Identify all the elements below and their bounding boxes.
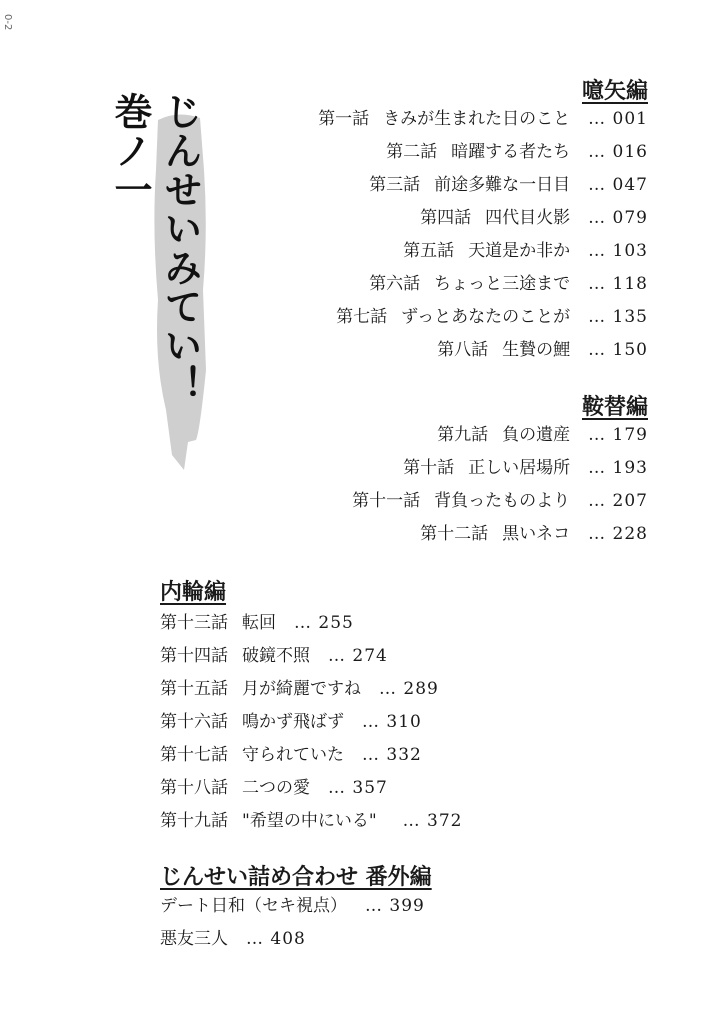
list-item[interactable]: [352, 419, 648, 452]
chapter-title: 前途多難な一日目: [434, 175, 571, 195]
chapter-title: きみが生まれた日のこと: [383, 109, 571, 129]
chapter-label: 第十五話: [160, 679, 228, 699]
chapter-page: … 310: [362, 712, 422, 732]
chapter-label: 第十四話: [160, 646, 228, 666]
chapter-title: 暗躍する者たち: [451, 142, 571, 162]
chapter-label: 第四話: [420, 208, 472, 228]
chapter-title: 背負ったものより: [434, 491, 571, 511]
chapter-label: 第十九話: [160, 811, 228, 831]
list-item[interactable]: [160, 890, 425, 923]
list-item[interactable]: [318, 103, 648, 136]
chapter-list-3: [160, 607, 463, 838]
chapter-label: 第十六話: [160, 712, 228, 732]
section-heading-4: じんせい詰め合わせ 番外編: [160, 864, 432, 890]
chapter-title: 正しい居場所: [468, 458, 571, 478]
list-item[interactable]: [160, 607, 463, 640]
chapter-list-4: [160, 890, 425, 956]
chapter-title: 鳴かず飛ばず: [242, 712, 344, 732]
list-item[interactable]: [160, 923, 425, 956]
chapter-label: 第八話: [437, 340, 489, 360]
chapter-page: … 228: [588, 524, 648, 544]
chapter-title: 黒いネコ: [502, 524, 571, 544]
list-item[interactable]: [160, 673, 463, 706]
chapter-title: ちょっと三途まで: [434, 274, 571, 294]
chapter-title: 天道是か非か: [468, 241, 571, 261]
chapter-title: 守られていた: [242, 745, 344, 765]
chapter-page: … 016: [588, 142, 648, 162]
chapter-title: 四代目火影: [485, 208, 571, 228]
list-item[interactable]: [318, 202, 648, 235]
chapter-title: 負の遺産: [502, 425, 571, 445]
chapter-label: 第三話: [369, 175, 421, 195]
list-item[interactable]: [318, 136, 648, 169]
chapter-label: 第六話: [369, 274, 421, 294]
list-item[interactable]: [352, 518, 648, 551]
list-item[interactable]: [160, 805, 463, 838]
chapter-page: … 399: [365, 896, 425, 916]
chapter-label: 第十一話: [352, 491, 421, 511]
chapter-page: … 193: [588, 458, 648, 478]
chapter-label: 第十七話: [160, 745, 228, 765]
chapter-page: … 207: [588, 491, 648, 511]
chapter-page: … 289: [379, 679, 439, 699]
chapter-label: 悪友三人: [160, 929, 228, 949]
chapter-list-2: [352, 419, 648, 551]
chapter-page: … 332: [362, 745, 422, 765]
chapter-page: … 372: [402, 811, 463, 831]
chapter-page: … 001: [588, 109, 648, 129]
chapter-page: … 357: [328, 778, 388, 798]
list-item[interactable]: [318, 169, 648, 202]
section-heading-1: 噫矢編: [581, 78, 648, 104]
chapter-title: 転回: [242, 613, 276, 633]
page-code: 0-2: [2, 14, 13, 31]
chapter-page: … 103: [588, 241, 648, 261]
section-heading-2: 鞍替編: [581, 394, 648, 420]
list-item[interactable]: [160, 640, 463, 673]
chapter-label: 第十三話: [160, 613, 228, 633]
chapter-page: … 150: [588, 340, 648, 360]
chapter-title: 破鏡不照: [242, 646, 310, 666]
list-item[interactable]: [318, 235, 648, 268]
list-item[interactable]: [318, 268, 648, 301]
chapter-label: 第十話: [403, 458, 455, 478]
chapter-page: … 135: [588, 307, 648, 327]
section-heading-3: 内輪編: [160, 579, 227, 605]
chapter-title: 月が綺麗ですね: [242, 679, 361, 699]
chapter-page: … 408: [246, 929, 306, 949]
list-item[interactable]: [160, 772, 463, 805]
list-item[interactable]: [318, 334, 648, 367]
list-item[interactable]: [352, 485, 648, 518]
chapter-page: … 047: [588, 175, 648, 195]
list-item[interactable]: [318, 301, 648, 334]
chapter-label: 第一話: [318, 109, 370, 129]
chapter-label: 第十八話: [160, 778, 228, 798]
chapter-label: 第九話: [437, 425, 489, 445]
chapter-title: "希望の中にいる": [242, 811, 377, 831]
chapter-page: … 118: [588, 274, 648, 294]
book-title: じんせいみてい！巻ノ一: [108, 92, 203, 404]
chapter-page: … 179: [588, 425, 648, 445]
list-item[interactable]: [160, 739, 463, 772]
chapter-label: 第七話: [336, 307, 388, 327]
list-item[interactable]: [160, 706, 463, 739]
chapter-title: ずっとあなたのことが: [401, 307, 571, 327]
chapter-page: … 079: [588, 208, 648, 228]
chapter-title: 生贄の鯉: [502, 340, 571, 360]
list-item[interactable]: [352, 452, 648, 485]
chapter-title: 二つの愛: [242, 778, 310, 798]
chapter-label: 第二話: [386, 142, 438, 162]
chapter-page: … 274: [328, 646, 388, 666]
chapter-page: … 255: [294, 613, 354, 633]
chapter-label: 第十二話: [420, 524, 489, 544]
chapter-list-1: [318, 103, 648, 367]
chapter-label: 第五話: [403, 241, 455, 261]
chapter-label: デート日和（セキ視点）: [160, 896, 347, 916]
